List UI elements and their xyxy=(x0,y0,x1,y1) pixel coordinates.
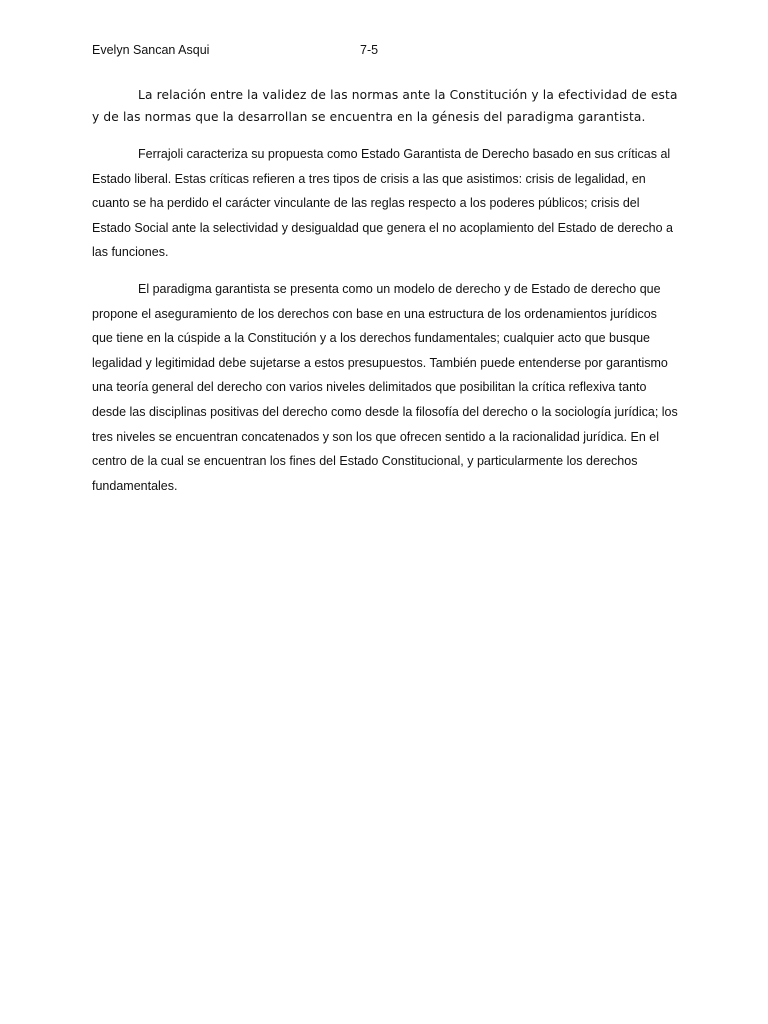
page-header xyxy=(92,43,692,61)
header-author: Evelyn Sancan Asqui xyxy=(92,43,210,57)
header-page-number: 7-5 xyxy=(360,43,379,57)
paragraph-1: La relación entre la validez de las normas ante la Constitución y la efectividad de esta y de las normas que la desarrollan se encuentra en la génesis del paradigma garantista. xyxy=(92,88,678,124)
paragraph-3: El paradigma garantista se presenta como un modelo de derecho y de Estado de derecho que propone el aseguramiento de los derechos con base en una estructura de los ordenamientos jurídicos que tiene en la cúspide a la Constitución y a los derechos fundamentales; cualquier acto que busque legalidad y legitimidad debe sujetarse a estos presupuestos. También puede entenderse por garantismo una teoría general del derecho con varios niveles delimitados que posibilitan la crítica reflexiva tanto desde las disciplinas positivas del derecho como desde la filosofía del derecho o la sociología jurídica; los tres niveles se encuentran concatenados y son los que ofrecen sentido a la racionalidad jurídica. En el centro de la cual se encuentran los fines del Estado Constitucional, y particularmente los derechos fundamentales. xyxy=(92,281,678,493)
paragraph-2: Ferrajoli caracteriza su propuesta como Estado Garantista de Derecho basado en sus críticas al Estado liberal. Estas críticas refieren a tres tipos de crisis a las que asistimos: crisis de legalidad, en cuanto se ha perdido el carácter vinculante de las reglas respecto a los poderes públicos; crisis del Estado Social ante la selectividad y desigualdad que genera el no acoplamiento del Estado de derecho a las funciones. xyxy=(92,147,673,260)
document-body xyxy=(92,84,678,510)
